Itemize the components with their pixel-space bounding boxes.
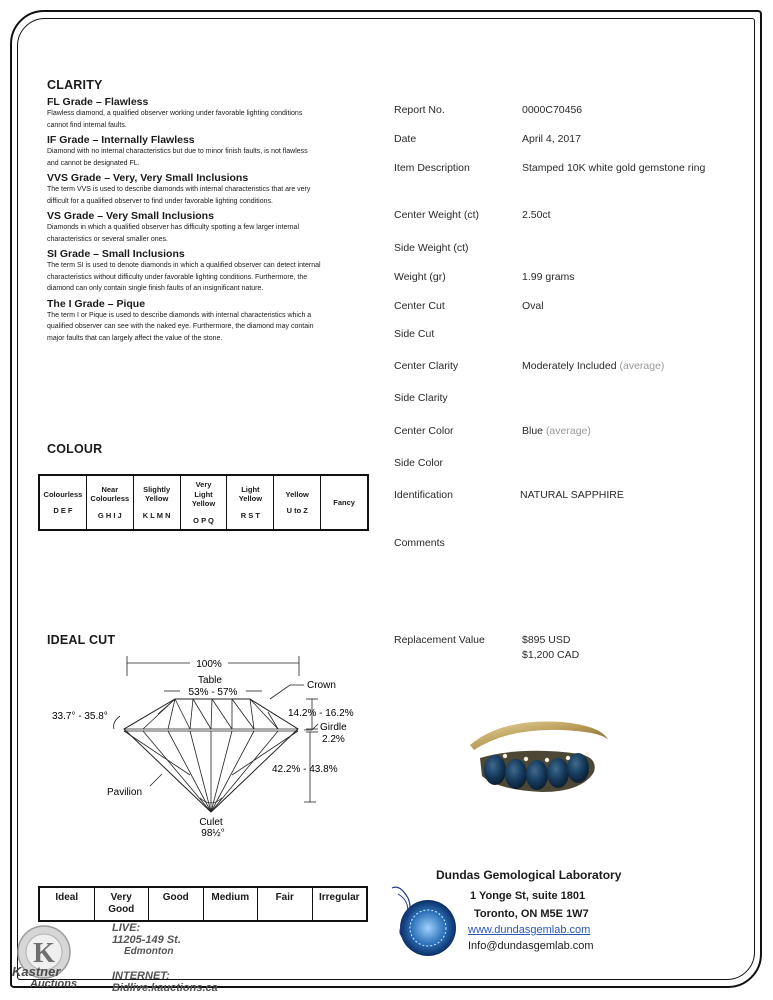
report-label: Center Color (394, 425, 454, 437)
cut-grade-cell (95, 888, 150, 920)
report-label: Weight (gr) (394, 271, 446, 283)
cut-grade-label: Good (108, 904, 135, 915)
colour-column-code: K L M N (142, 510, 171, 520)
lab-name: Dundas Gemological Laboratory (436, 868, 622, 882)
clarity-grade-description: and cannot be designated FL. (47, 159, 140, 167)
colour-scale-column (134, 476, 181, 529)
sapphire-stone-3 (526, 760, 548, 790)
cut-label-table-range: 53% - 57% (188, 687, 238, 698)
clarity-grade-description: cannot find internal faults. (47, 121, 127, 129)
report-value-note: (average) (545, 425, 591, 437)
report-label: Replacement Value (394, 634, 485, 646)
report-value (522, 132, 712, 147)
kastner-auctions-watermark (8, 922, 218, 997)
cut-grade-cell (204, 888, 259, 920)
colour-column-label: Slightly (143, 484, 171, 494)
clarity-grade-description: characteristics without difficulty under favorable lighting conditions. Furthermore, the (47, 273, 308, 281)
clarity-grade-description: Diamonds in which a qualified observer has difficulty spotting a few larger internal (47, 224, 300, 231)
cut-label-crown: Crown (307, 680, 336, 691)
cut-grade-cell (258, 888, 313, 920)
report-value-text: Blue (522, 425, 544, 437)
clarity-grade-description: qualified observer can see with the naked eye. Furthermore, the diamond may contain (47, 323, 314, 330)
colour-scale-column (87, 476, 134, 529)
sapphire-stone-5 (567, 753, 589, 783)
clarity-grade-title: SI Grade – Small Inclusions (47, 248, 185, 260)
colour-column-label: Yellow (238, 494, 263, 504)
cut-grade-label: Medium (211, 892, 250, 903)
cut-label-pavilion-depth: 42.2% - 43.8% (272, 764, 338, 775)
report-label: Side Weight (ct) (394, 242, 469, 254)
report-value (522, 208, 712, 223)
colour-scale-column (227, 476, 274, 529)
cut-grade-cell (40, 888, 95, 920)
cut-label-table: Table (198, 675, 222, 686)
colour-column-label: Light (241, 484, 260, 494)
watermark-live-address: 11205-149 St. (112, 934, 181, 946)
colour-column-label: Light (194, 489, 213, 499)
report-label: Identification (394, 489, 453, 501)
cut-grade-label: Very (110, 892, 132, 903)
colour-scale-column (181, 476, 228, 529)
cut-grade-label: Ideal (55, 892, 79, 903)
report-value (522, 359, 712, 374)
report-label: Item Description (394, 162, 470, 174)
watermark-brand-2: Auctions (30, 978, 78, 990)
cut-label-width: 100% (196, 659, 222, 670)
report-value-text: 2.50ct (522, 209, 551, 221)
lab-email: Info@dundasgemlab.com (468, 940, 594, 952)
diamond-cut-diagram (40, 650, 370, 840)
report-label: Side Clarity (394, 392, 448, 404)
report-value-text: Oval (522, 300, 544, 312)
clarity-grade-title: IF Grade – Internally Flawless (47, 134, 195, 146)
lab-website-link[interactable]: www.dundasgemlab.com (468, 924, 591, 936)
watermark-internet-label: INTERNET: (112, 970, 170, 982)
report-value (522, 161, 712, 176)
colour-column-label: Colourless (90, 494, 130, 504)
colour-column-code: O P Q (193, 515, 214, 525)
colour-heading: COLOUR (47, 442, 103, 456)
sapphire-stone-2 (505, 759, 527, 789)
report-label: Report No. (394, 104, 445, 116)
cut-label-culet: Culet (199, 817, 223, 828)
cut-grade-cell (313, 888, 367, 920)
ring-photo (462, 710, 612, 800)
report-value-text: Moderately Included (522, 360, 617, 372)
report-value (522, 633, 712, 663)
report-label: Center Clarity (394, 360, 459, 372)
report-value (522, 424, 712, 439)
clarity-grade-description: major faults that can largely affect the value of the stone. (47, 334, 223, 342)
report-label: Side Cut (394, 328, 435, 340)
report-label: Date (394, 133, 417, 145)
svg-text:K: K (33, 938, 55, 969)
colour-column-label: Yellow (285, 489, 309, 499)
colour-column-label: Yellow (144, 494, 169, 504)
report-value-note: (average) (619, 360, 665, 372)
colour-column-label: Fancy (333, 497, 355, 507)
colour-column-code: U to Z (286, 506, 308, 515)
clarity-grade-title: FL Grade – Flawless (47, 96, 149, 108)
report-value-text: Stamped 10K white gold gemstone ring (522, 162, 706, 174)
report-value-text: 0000C70456 (522, 104, 583, 116)
ring-band-back (470, 721, 608, 750)
report-label: Side Color (394, 457, 444, 469)
clarity-grade-description: The term SI is used to denote diamonds in which a qualified observer can detect internal (47, 262, 321, 269)
report-value-text: April 4, 2017 (522, 133, 581, 145)
colour-column-code: G H I J (97, 510, 122, 520)
watermark-internet-site: Bidlive.kauctions.ca (112, 982, 218, 994)
clarity-grade-title: VS Grade – Very Small Inclusions (47, 210, 214, 222)
colour-scale-column (274, 476, 321, 529)
cut-label-pavilion: Pavilion (107, 787, 143, 798)
clarity-grade-title: VVS Grade – Very, Very Small Inclusions (47, 172, 249, 184)
watermark-live-label: LIVE: (112, 922, 141, 934)
report-label: Center Cut (394, 300, 445, 312)
cut-label-culet-angle: 98½° (201, 828, 225, 839)
sapphire-stone-4 (547, 758, 569, 788)
cut-label-girdle: Girdle (320, 722, 347, 733)
colour-column-code: R S T (240, 510, 260, 520)
report-value-text: NATURAL SAPPHIRE (520, 489, 624, 501)
cut-grade-table (38, 886, 368, 922)
report-value-secondary: $1,200 CAD (522, 649, 580, 661)
lab-hologram-seal (378, 880, 464, 966)
sapphire-stone-1 (484, 755, 506, 785)
report-value (522, 299, 712, 314)
cut-grade-cell (149, 888, 204, 920)
report-label: Center Weight (ct) (394, 209, 479, 221)
clarity-grade-description: difficult for a qualified observer to find under favorable lighting conditions. (47, 197, 273, 205)
cut-grade-label: Irregular (318, 892, 360, 903)
report-value-text: 1.99 grams (522, 271, 575, 283)
ideal-cut-heading: IDEAL CUT (47, 633, 116, 647)
colour-scale-column (321, 476, 367, 529)
colour-column-label: Colourless (43, 489, 83, 499)
clarity-grade-description: Flawless diamond, a qualified observer working under favorable lighting conditions (47, 110, 303, 117)
clarity-grade-title: The I Grade – Pique (47, 297, 146, 310)
report-value (520, 488, 710, 503)
report-value (522, 270, 712, 285)
colour-column-label: Very (195, 480, 212, 489)
colour-column-code: D E F (53, 506, 73, 515)
clarity-grade-description: diamond can only contain single finish faults of an insignificant nature. (47, 285, 264, 292)
watermark-brand: Kastner (12, 964, 61, 979)
clarity-grade-description: characteristics or several smaller ones. (47, 235, 168, 243)
colour-scale-column (40, 476, 87, 529)
clarity-grade-description: The term VVS is used to describe diamonds with internal characteristics that are very (47, 186, 311, 193)
clarity-grade-list (47, 93, 367, 344)
report-label: Comments (394, 537, 445, 549)
report-value-text: $895 USD (522, 634, 571, 646)
cut-label-crown-height: 14.2% - 16.2% (288, 708, 354, 719)
colour-scale-table (38, 474, 369, 531)
clarity-grade-description: The term I or Pique is used to describe diamonds with internal characteristics which a (47, 311, 312, 319)
report-value (522, 103, 712, 118)
colour-column-label: Near (101, 484, 119, 494)
lab-address-line2: Toronto, ON M5E 1W7 (474, 908, 589, 920)
colour-column-label: Yellow (191, 499, 216, 508)
cut-label-crown-angle: 33.7° - 35.8° (52, 711, 108, 722)
clarity-grade-description: Diamond with no internal characteristics but due to minor finish faults, is not flawless (47, 148, 308, 155)
cut-grade-label: Fair (275, 892, 294, 903)
lab-address-line1: 1 Yonge St, suite 1801 (470, 890, 586, 902)
watermark-live-city: Edmonton (124, 946, 174, 957)
clarity-heading: CLARITY (47, 78, 103, 92)
cut-label-girdle-value: 2.2% (322, 734, 345, 745)
cut-grade-label: Good (162, 892, 189, 903)
